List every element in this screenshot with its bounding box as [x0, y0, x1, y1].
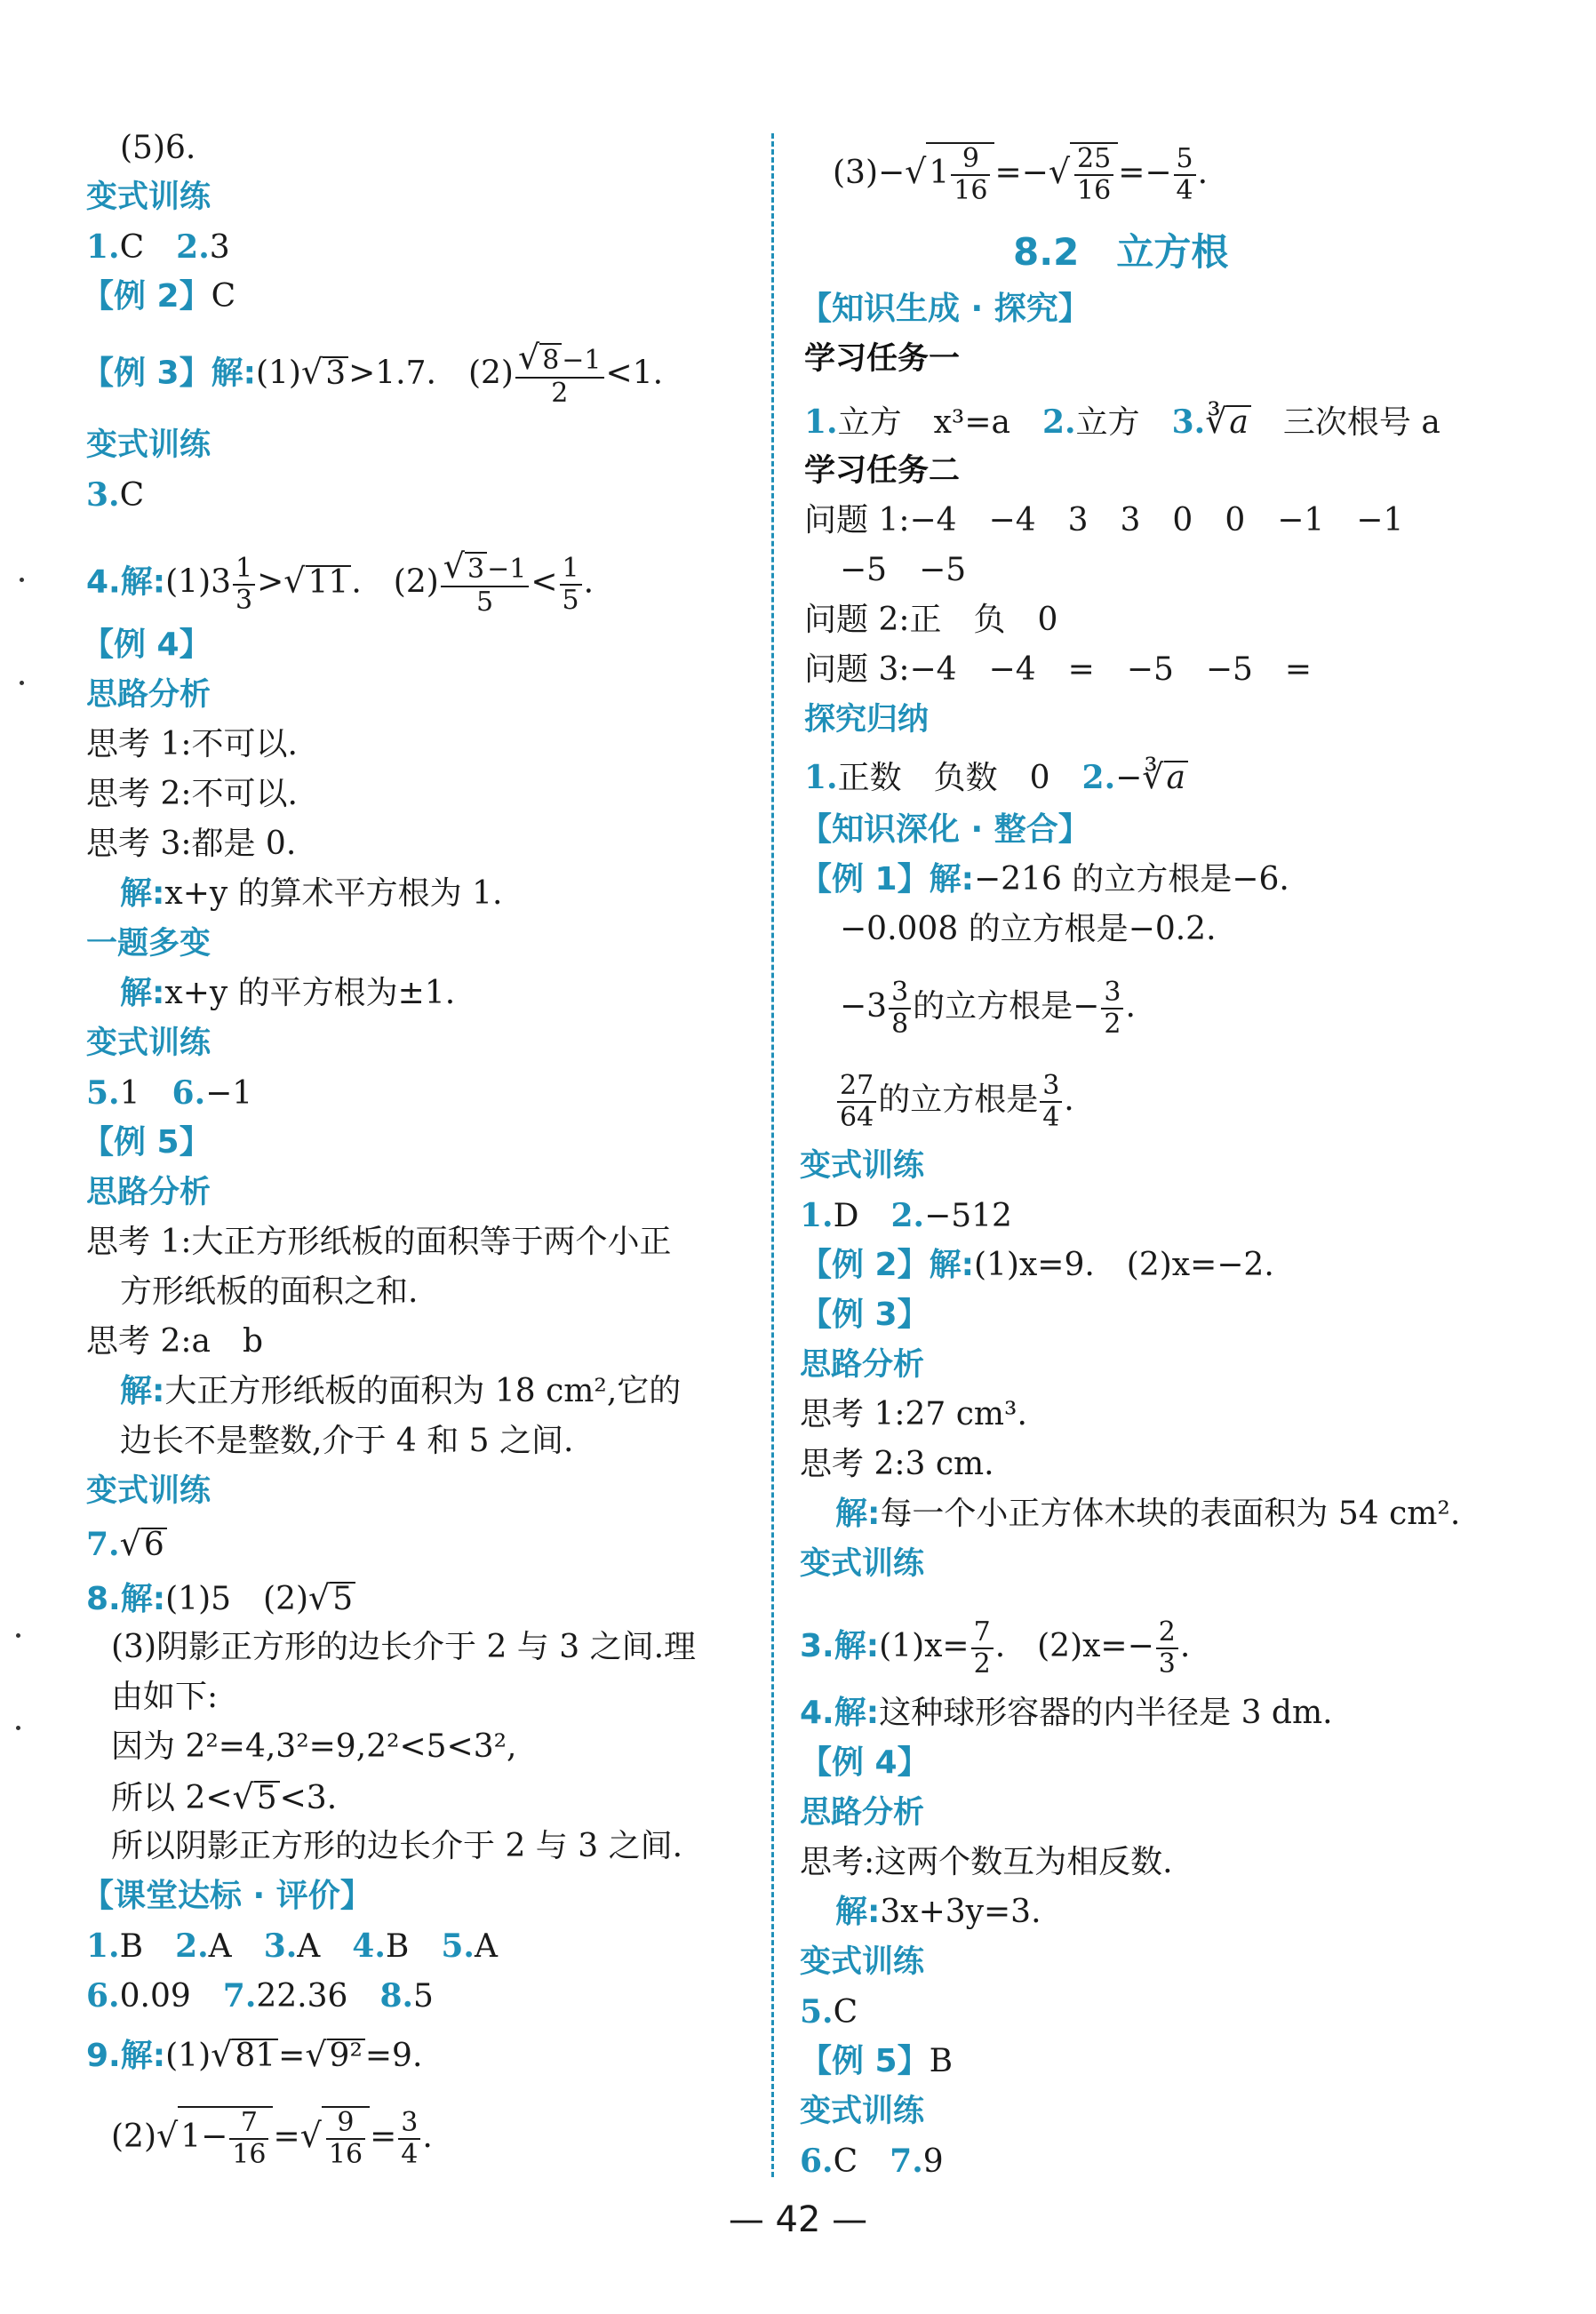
margin-mark	[16, 1633, 20, 1638]
column-divider	[771, 133, 774, 2177]
section-heading: 思路分析	[86, 1175, 211, 1210]
text-line: 思考 3:都是 0.	[86, 826, 297, 862]
example-heading: 【例 4】	[82, 626, 211, 663]
answer-line: 1.B 2.A 3.A 4.B 5.A	[86, 1927, 498, 1965]
solution-line: 解:x+y 的平方根为±1.	[120, 975, 456, 1011]
section-heading: 【知识生成 · 探究】	[800, 291, 1090, 327]
task-heading: 学习任务二	[804, 453, 961, 489]
answer-line: (2)√1− $\frac{7}{16}$ =√ $\frac{9}{16}$ = $\frac{3}{4}$ .	[111, 2107, 433, 2170]
answer-line: 1.C 2.3	[86, 228, 230, 266]
section-title: 8.2 立方根	[1013, 230, 1229, 274]
answer-line: 8.解:(1)5 (2)√5	[86, 1578, 355, 1619]
section-heading: 变式训练	[86, 1473, 211, 1509]
solution-line: 解:x+y 的算术平方根为 1.	[120, 875, 503, 912]
text-line: 思考 1:大正方形纸板的面积等于两个小正	[86, 1224, 672, 1260]
task-heading: 学习任务一	[804, 341, 961, 377]
text-line: $\frac{27}{64}$ 的立方根是 $\frac{3}{4}$ .	[835, 1071, 1074, 1133]
answer-line: 5.C	[800, 1993, 858, 2031]
text-line: 思考 2:a b	[86, 1323, 263, 1360]
text-line: 思考 1:不可以.	[86, 726, 298, 762]
page-number: — 42 —	[728, 2199, 868, 2240]
section-heading: 变式训练	[86, 427, 211, 463]
answer-line: 1.立方 x³=a 2.立方 3.∛a 三次根号 a	[804, 402, 1440, 441]
section-heading: 变式训练	[86, 1025, 211, 1061]
text-line: 问题 2:正 负 0	[804, 602, 1058, 638]
example-heading: 【例 5】	[82, 1124, 211, 1161]
text-line: 由如下:	[111, 1679, 219, 1715]
example-line: 【例 2】C	[82, 278, 236, 315]
section-heading: 一题多变	[86, 926, 211, 962]
answer-line: 3.解:(1)x= $\frac{7}{2}$ . (2)x=− $\frac{2}{3}$ .	[800, 1616, 1191, 1680]
answer-line: 3.C	[86, 476, 145, 514]
text-line: 因为 2²=4,3²=9,2²<5<3²,	[111, 1728, 517, 1765]
example-line: 【例 2】解:(1)x=9. (2)x=−2.	[800, 1247, 1274, 1283]
text-line: −5 −5	[840, 552, 967, 588]
margin-mark	[20, 578, 24, 582]
section-heading: 变式训练	[800, 1546, 925, 1582]
answer-line: 1.正数 负数 0 2.−∛a	[804, 757, 1188, 798]
answer-line: 5.1 6.−1	[86, 1074, 253, 1112]
solution-line: 解:3x+3y=3.	[835, 1894, 1041, 1930]
section-heading: 探究归纳	[804, 702, 930, 738]
section-heading: 思路分析	[86, 677, 211, 713]
section-heading: 【课堂达标 · 评价】	[82, 1878, 372, 1914]
solution-line: 解:每一个小正方体木块的表面积为 54 cm².	[835, 1496, 1461, 1532]
text-line: 问题 1:−4 −4 3 3 0 0 −1 −1	[804, 502, 1404, 539]
text-line: −0.008 的立方根是−0.2.	[840, 911, 1217, 947]
section-heading: 变式训练	[86, 180, 211, 215]
example-line: 【例 5】B	[800, 2043, 954, 2079]
answer-line: 6.C 7.9	[800, 2142, 944, 2180]
margin-mark	[20, 681, 24, 685]
answer-line: 9.解:(1)√81=√9²=9.	[86, 2035, 423, 2074]
section-heading: 思路分析	[800, 1795, 925, 1831]
answer-line: (3)−√1 $\frac{9}{16}$ =−√ $\frac{25}{16}$ =− $\frac{5}{4}$ .	[833, 143, 1209, 206]
answer-line: 7.√6	[86, 1524, 167, 1565]
text-line: 思考:这两个数互为相反数.	[800, 1844, 1173, 1880]
answer-line: 4.解:(1)3 $\frac{1}{3}$ >√11. (2) $\frac{√ 3 -1}{5}$ < $\frac{1}{5}$ .	[86, 547, 595, 618]
answer-line: 6.0.09 7.22.36 8.5	[86, 1977, 434, 2015]
text-line: 思考 2:3 cm.	[800, 1446, 994, 1482]
section-heading: 【知识深化 · 整合】	[800, 811, 1090, 848]
section-heading: 变式训练	[800, 2094, 925, 2129]
answer-line: 4.解:这种球形容器的内半径是 3 dm.	[800, 1695, 1333, 1731]
example-heading: 【例 3】	[800, 1297, 930, 1333]
text-line: 所以 2<√5<3.	[111, 1777, 338, 1816]
text-line: 问题 3:−4 −4 = −5 −5 =	[804, 651, 1313, 688]
solution-line: 解:大正方形纸板的面积为 18 cm²,它的	[120, 1373, 682, 1409]
section-heading: 变式训练	[800, 1148, 925, 1184]
margin-mark	[16, 1726, 20, 1730]
text-line: 方形纸板的面积之和.	[120, 1273, 419, 1310]
section-heading: 思路分析	[800, 1347, 925, 1383]
text-line: (3)阴影正方形的边长介于 2 与 3 之间.理	[111, 1629, 697, 1665]
text-line: 思考 2:不可以.	[86, 776, 298, 812]
section-heading: 变式训练	[800, 1944, 925, 1980]
answer-line: (5)6.	[120, 130, 196, 166]
text-line: 思考 1:27 cm³.	[800, 1396, 1027, 1432]
example-line: 【例 3】解:(1)√3>1.7. (2) $\frac{√ 8 -1}{2}$ <1.	[82, 338, 664, 409]
example-line: 【例 1】解:−216 的立方根是−6.	[800, 861, 1289, 898]
text-line: 边长不是整数,介于 4 和 5 之间.	[120, 1423, 574, 1459]
answer-line: 1.D 2.−512	[800, 1197, 1012, 1234]
text-line: −3 $\frac{3}{8}$ 的立方根是− $\frac{3}{2}$ .	[840, 977, 1136, 1040]
example-heading: 【例 4】	[800, 1744, 930, 1781]
text-line: 所以阴影正方形的边长介于 2 与 3 之间.	[111, 1828, 683, 1864]
